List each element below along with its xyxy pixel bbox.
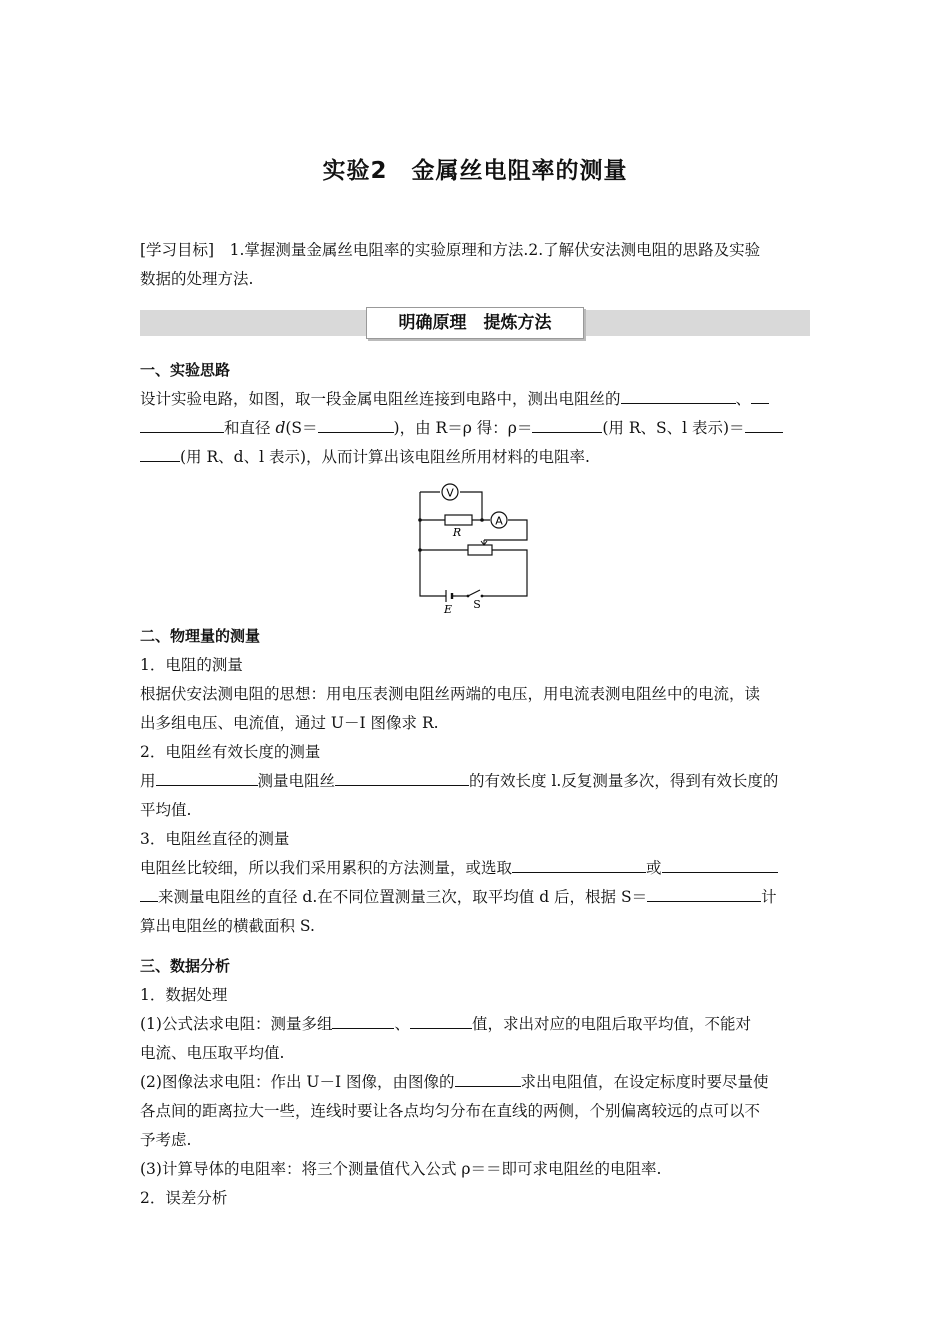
junction-2 bbox=[480, 518, 484, 522]
banner-left: 明确原理 bbox=[398, 313, 467, 333]
voltmeter-label: V bbox=[446, 486, 454, 500]
battery-label: E bbox=[443, 603, 453, 616]
s2-p3b1: 来测量电阻丝的直径 d.在不同位置测量三次，取平均值 d 后，根据 S＝ bbox=[158, 888, 648, 906]
s3-q1a1: (1)公式法求电阻：测量多组 bbox=[140, 1015, 333, 1033]
blank-2a bbox=[751, 387, 769, 404]
blank-7 bbox=[335, 769, 469, 786]
s1-line1: 设计实验电路，如图，取一段金属电阻丝连接到电路中，测出电阻丝的 bbox=[140, 390, 621, 408]
section-3 bbox=[140, 952, 810, 1213]
blank-13 bbox=[455, 1070, 521, 1087]
s3-q1a3: 值，求出对应的电阻后取平均值，不能对 bbox=[471, 1015, 751, 1033]
blank-1 bbox=[621, 387, 736, 404]
s1-sep: 、 bbox=[735, 390, 752, 408]
junction-3 bbox=[418, 548, 422, 552]
blank-4 bbox=[532, 416, 602, 433]
resistor-label: R bbox=[452, 526, 462, 539]
resistor-r bbox=[445, 515, 472, 525]
section-1: 一、实验思路 设计实验电路，如图，取一段金属电阻丝连接到电路中，测出电阻丝的 、 和直径 d(S＝ )，由 R＝ρ 得：ρ＝ (用 R、S、l 表示)＝ (用 R、d、l 表示)，从而计算出该电阻丝所用材料的电阻率. bbox=[140, 356, 810, 472]
blank-12 bbox=[410, 1012, 472, 1029]
junction-1 bbox=[418, 518, 422, 522]
s3-q1b: 电流、电压取平均值. bbox=[140, 1044, 285, 1062]
s2-p3b2: 计 bbox=[761, 888, 777, 906]
s1-line2c: )，由 R＝ρ 得：ρ＝ bbox=[393, 419, 533, 437]
banner-right: 提炼方法 bbox=[483, 313, 552, 333]
s2-p2b: 平均值. bbox=[140, 801, 192, 819]
s3-q1a2: 、 bbox=[394, 1015, 410, 1033]
s1-line2b: (S＝ bbox=[285, 419, 318, 437]
s2-p2a2: 测量电阻丝 bbox=[257, 772, 336, 790]
s3-sub2: 2．误差分析 bbox=[140, 1189, 228, 1207]
s2-p3a2: 或 bbox=[646, 859, 662, 877]
blank-10 bbox=[647, 885, 761, 902]
s2-p1a: 根据伏安法测电阻的思想：用电压表测电阻丝两端的电压，用电流表测电阻丝中的电流，读 bbox=[140, 685, 761, 703]
goal-tag: [学习目标] bbox=[140, 241, 215, 259]
s2-sub2: 2．电阻丝有效长度的测量 bbox=[140, 743, 321, 761]
switch-blade bbox=[468, 590, 480, 596]
section-banner bbox=[140, 310, 810, 336]
blank-8 bbox=[512, 856, 646, 873]
goal-text-1: 1.掌握测量金属丝电阻率的实验原理和方法.2.了解伏安法测电阻的思路及实验 bbox=[229, 241, 761, 259]
rheostat bbox=[468, 545, 492, 555]
s2-p2a3: 的有效长度 l.反复测量多次，得到有效长度的 bbox=[469, 772, 779, 790]
ammeter-label: A bbox=[495, 514, 503, 528]
section-3-heading: 三、数据分析 bbox=[140, 957, 231, 975]
blank-9a bbox=[662, 856, 778, 873]
blank-6 bbox=[156, 769, 258, 786]
s3-q3: (3)计算导体的电阻率：将三个测量值代入公式 ρ＝＝即可求电阻丝的电阻率. bbox=[140, 1160, 662, 1178]
blank-11 bbox=[332, 1012, 394, 1029]
s2-p1b: 出多组电压、电流值，通过 U－I 图像求 R. bbox=[140, 714, 439, 732]
blank-9b bbox=[140, 885, 158, 902]
s3-q2c: 予考虑. bbox=[140, 1131, 192, 1149]
circuit-diagram bbox=[410, 478, 535, 618]
section-2 bbox=[140, 622, 810, 941]
s3-sub1: 1．数据处理 bbox=[140, 986, 228, 1004]
s1-line2a: 和直径 bbox=[224, 419, 276, 437]
s3-q2a1: (2)图像法求电阻：作出 U－I 图像，由图像的 bbox=[140, 1073, 455, 1091]
s1-line3: (用 R、d、l 表示)，从而计算出该电阻丝所用材料的电阻率. bbox=[180, 448, 590, 466]
section-1-heading: 一、实验思路 bbox=[140, 361, 231, 379]
s1-line2d: (用 R、S、l 表示)＝ bbox=[602, 419, 745, 437]
section-2-heading: 二、物理量的测量 bbox=[140, 627, 261, 645]
s2-p2a1: 用 bbox=[140, 772, 156, 790]
blank-2b bbox=[140, 416, 224, 433]
s2-p3a1: 电阻丝比较细，所以我们采用累积的方法测量，或选取 bbox=[140, 859, 513, 877]
s2-sub1: 1．电阻的测量 bbox=[140, 656, 243, 674]
banner-label bbox=[366, 307, 584, 339]
rheostat-slider-icon bbox=[481, 540, 487, 545]
blank-5a bbox=[745, 416, 783, 433]
blank-3 bbox=[318, 416, 394, 433]
page-title: 实验2 金属丝电阻率的测量 bbox=[322, 158, 628, 184]
s2-sub3: 3．电阻丝直径的测量 bbox=[140, 830, 290, 848]
s3-q2b: 各点间的距离拉大一些，连线时要让各点均匀分布在直线的两侧，个别偏离较远的点可以不 bbox=[140, 1102, 761, 1120]
s2-p3c: 算出电阻丝的横截面积 S. bbox=[140, 917, 315, 935]
learning-goals bbox=[140, 236, 810, 294]
goal-text-2: 数据的处理方法. bbox=[140, 270, 254, 288]
s3-q2a2: 求出电阻值，在设定标度时要尽量使 bbox=[520, 1073, 769, 1091]
blank-5b bbox=[140, 445, 180, 462]
switch-label: S bbox=[473, 598, 481, 611]
